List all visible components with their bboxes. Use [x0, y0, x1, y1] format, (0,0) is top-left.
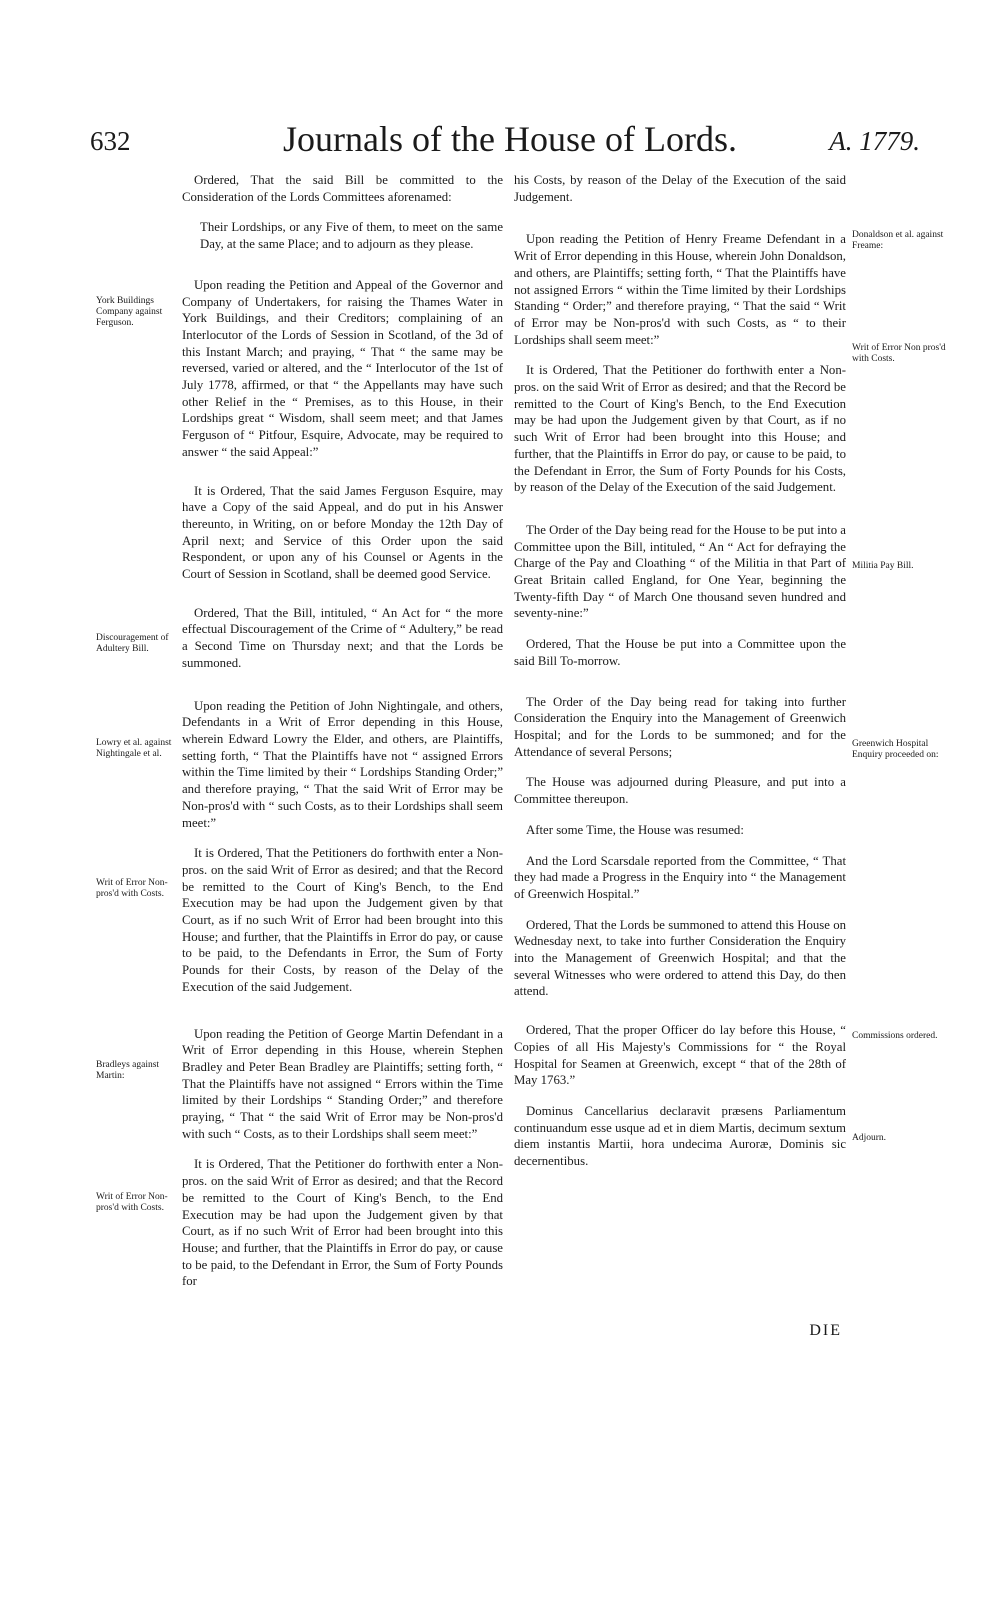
margin-note: Militia Pay Bill. — [852, 561, 914, 571]
paragraph: Upon reading the Petition of Henry Freame Defendant in a Writ of Error depending in this House, wherein John Donaldson, and others, are Plaintiffs; setting forth, “ That the Plaintiffs have not assigned Errors “ within the Time limited by their Lordships Standing “ Order;” and therefore praying, “ That the said “ Writ of Error may be Non-pros'd with such Costs, as “ to their Lordships shall seem meet:” — [514, 232, 846, 347]
margin-note: Lowry et al. against Nightingale et al. — [96, 738, 172, 759]
paragraph: Ordered, That the said Bill be committed to the Consideration of the Lords Committees aforenamed: — [182, 173, 503, 204]
paragraph: The Order of the Day being read for taking into further Consideration the Enquiry into the Management of Greenwich Hospital; and for the Lords to be summoned; and for the Attendance of several Persons; — [514, 694, 846, 759]
page-number: 632 — [90, 126, 131, 156]
margin-note: Bradleys against Martin: — [96, 1060, 160, 1081]
journal-title: Journals of the House of Lords. — [283, 119, 737, 159]
margin-note: Writ of Error Non-pros'd with Costs. — [96, 878, 168, 899]
paragraph: Upon reading the Petition of George Martin Defendant in a Writ of Error depending in this House, wherein Stephen Bradley and Peter Bean Bradley are Plaintiffs; setting forth, “ That the Plaintiffs have not assigned “ Errors within the Time limited by their Lordships “ Standing Order;” and therefore praying, “ That “ the said Writ of Error may be Non-pros'd with such “ Costs, as to their Lordships shall seem meet:” — [182, 1026, 503, 1141]
paragraph: It is Ordered, That the Petitioners do forthwith enter a Non-pros. on the said Writ of Error as desired; and that the Record be remitted to the Court of King's Bench, to the End Execution may be had upon the Judgement given by that Court, as if no such Writ of Error had been brought into this House; and further, that the Plaintiffs in Error do pay, or cause to be paid, to the Defendants in Error, the Sum of Forty Pounds for their Costs, by reason of the Delay of the Execution of the said Judgement. — [182, 846, 503, 994]
paragraph: Ordered, That the House be put into a Committee upon the said Bill To-morrow. — [514, 637, 846, 668]
margin-note: Discouragement of Adultery Bill. — [96, 633, 169, 654]
right-column — [514, 172, 846, 1184]
margin-note: Adjourn. — [852, 1133, 887, 1143]
paragraph: And the Lord Scarsdale reported from the Committee, “ That they had made a Progress in the Enquiry into “ the Management of Greenwich Hospital.” — [514, 853, 846, 901]
year: A. 1779. — [829, 126, 920, 156]
left-column — [182, 172, 503, 1304]
paragraph: The Order of the Day being read for the House to be put into a Committee upon the Bill, intituled, “ An “ Act for defraying the Charge of the Pay and Cloathing “ of the Militia in that Part of Great Britain called England, for One Year, beginning the Twenty-fifth Day “ of March One thousand seven hundred and seventy-nine:” — [514, 522, 846, 621]
paragraph: It is Ordered, That the Petitioner do forthwith enter a Non-pros. on the said Writ of Error as desired; and that the Record be remitted to the Court of King's Bench, to the End Execution may be had upon the Judgement given by that Court, as if no such Writ of Error had been brought into this House; and further, that the Plaintiffs in Error do pay, or cause to be paid, to the Defendant in Error, the Sum of Forty Pounds for his Costs, by reason of the Delay of the Execution of the said Judgement. — [514, 363, 846, 495]
paragraph: Dominus Cancellarius declaravit præsens Parliamentum continuandum esse usque ad et in diem Martis, decimum sextum diem instantis Martii, hora undecima Auroræ, Dominis sic decernentibus. — [514, 1103, 846, 1169]
margin-note: Donaldson et al. against Freame: — [852, 230, 944, 251]
paragraph: It is Ordered, That the said James Ferguson Esquire, may have a Copy of the said Appeal, and do put in his Answer thereunto, in Writing, on or before Monday the 12th Day of April next; and Service of this Order upon the said Respondent, or upon any of his Counsel or Agents in the Court of Session in Scotland, shall be deemed good Service. — [182, 483, 503, 582]
margin-note: Writ of Error Non-pros'd with Costs. — [96, 1192, 168, 1213]
margin-note: York Buildings Company against Ferguson. — [96, 296, 163, 328]
paragraph: his Costs, by reason of the Delay of the Execution of the said Judgement. — [514, 173, 846, 204]
paragraph: Their Lordships, or any Five of them, to meet on the same Day, at the same Place; and to adjourn as they please. — [200, 220, 503, 252]
paragraph: Ordered, That the proper Officer do lay before this House, “ Copies of all His Majesty's Commissions for “ the Royal Hospital for Seamen at Greenwich, except “ that of the 28th of May 1763.” — [514, 1023, 846, 1088]
paragraph: Ordered, That the Bill, intituled, “ An Act for “ the more effectual Discouragement of the Crime of “ Adultery,” be read a Second Time on Thursday next; and that the Lords be summoned. — [182, 605, 503, 670]
page-header — [90, 118, 930, 168]
margin-note: Greenwich Hospital Enquiry proceeded on: — [852, 739, 939, 760]
paragraph: Upon reading the Petition and Appeal of the Governor and Company of Undertakers, for raising the Thames Water in York Buildings, and their Creditors; complaining of an Interlocutor of the Lords of Session in Scotland, of the 3d of this Instant March; and praying, “ That “ the same may be reversed, varied or altered, and the “ Interlocutor of the 1st of July 1778, affirmed, or that “ the Appellants may have such other Relief in the “ Premises, as to this House, in their Lordships great “ Wisdom, shall seem meet; and that James Ferguson of “ Pitfour, Esquire, Advocate, may be required to answer “ the said Appeal:” — [182, 277, 503, 459]
paragraph: It is Ordered, That the Petitioner do forthwith enter a Non-pros. on the said Writ of Error as desired; and that the Record be remitted to the Court of King's Bench, to the End Execution may be had upon the Judgement given by that Court, as if no such Writ of Error had been brought into this House; and further, that the Plaintiffs in Error do pay, or cause to be paid, to the Defendant in Error, the Sum of Forty Pounds for — [182, 1157, 503, 1289]
paragraph: The House was adjourned during Pleasure, and put into a Committee thereupon. — [514, 775, 846, 807]
catchword: DIE — [809, 1322, 842, 1339]
margin-note: Commissions ordered. — [852, 1031, 938, 1041]
paragraph: After some Time, the House was resumed: — [526, 822, 744, 837]
paragraph: Ordered, That the Lords be summoned to attend this House on Wednesday next, to take into further Consideration the Enquiry into the Management of Greenwich Hospital; and that the several Witnesses who were ordered to attend this Day, do then attend. — [514, 917, 846, 999]
margin-note: Writ of Error Non pros'd with Costs. — [852, 343, 946, 364]
paragraph: Upon reading the Petition of John Nightingale, and others, Defendants in a Writ of Error depending in this House, wherein Edward Lowry the Elder, and others, are Plaintiffs, setting forth, “ That the Plaintiffs have not “ assigned Errors within the Time limited by their “ Lordships Standing Order;” and therefore praying, “ That the said Writ of Error may be Non-pros'd with “ such Costs, as to their Lordships shall seem meet:” — [182, 698, 503, 830]
